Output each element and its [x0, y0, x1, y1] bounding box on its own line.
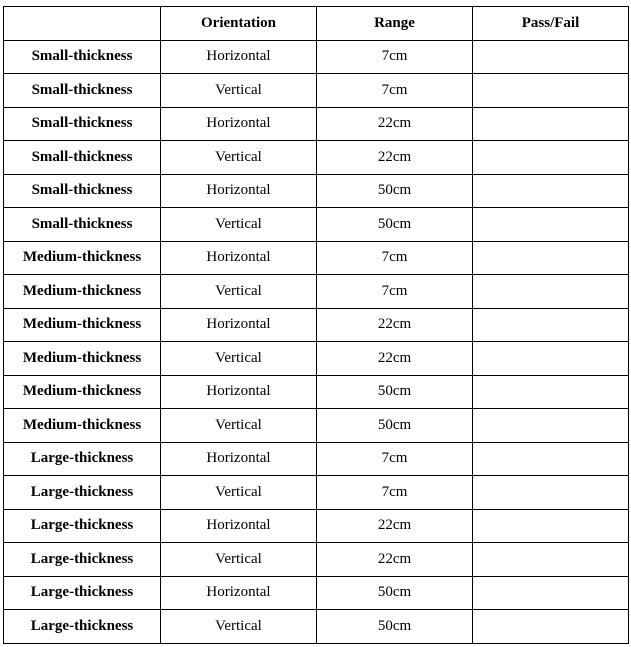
orientation-cell: Vertical: [161, 141, 317, 175]
table-row: [4, 543, 629, 577]
row-label-cell: Large-thickness: [4, 576, 161, 610]
orientation-cell: Horizontal: [161, 442, 317, 476]
range-cell: 50cm: [317, 610, 473, 644]
range-cell: 22cm: [317, 509, 473, 543]
table-row: [4, 509, 629, 543]
row-label-cell: Medium-thickness: [4, 275, 161, 309]
table-row: [4, 208, 629, 242]
pass-fail-cell: [473, 476, 629, 510]
pass-fail-cell: [473, 107, 629, 141]
range-cell: 22cm: [317, 308, 473, 342]
table-row: [4, 476, 629, 510]
orientation-cell: Vertical: [161, 476, 317, 510]
orientation-cell: Horizontal: [161, 107, 317, 141]
range-cell: 7cm: [317, 442, 473, 476]
row-label-cell: Small-thickness: [4, 40, 161, 74]
row-label-cell: Small-thickness: [4, 74, 161, 108]
row-label-cell: Medium-thickness: [4, 342, 161, 376]
table-row: [4, 610, 629, 644]
table-row: [4, 241, 629, 275]
range-cell: 7cm: [317, 40, 473, 74]
row-label-cell: Large-thickness: [4, 476, 161, 510]
pass-fail-cell: [473, 74, 629, 108]
range-cell: 50cm: [317, 208, 473, 242]
table-row: [4, 107, 629, 141]
table-row: [4, 576, 629, 610]
table-row: [4, 375, 629, 409]
orientation-cell: Vertical: [161, 275, 317, 309]
pass-fail-cell: [473, 40, 629, 74]
header-pass-fail: Pass/Fail: [473, 7, 629, 41]
pass-fail-cell: [473, 141, 629, 175]
row-label-cell: Large-thickness: [4, 610, 161, 644]
orientation-cell: Vertical: [161, 409, 317, 443]
pass-fail-cell: [473, 174, 629, 208]
table-header: [4, 7, 629, 41]
table-row: [4, 409, 629, 443]
pass-fail-cell: [473, 543, 629, 577]
orientation-cell: Horizontal: [161, 375, 317, 409]
pass-fail-cell: [473, 610, 629, 644]
orientation-cell: Vertical: [161, 208, 317, 242]
range-cell: 50cm: [317, 576, 473, 610]
range-cell: 7cm: [317, 241, 473, 275]
header-range: Range: [317, 7, 473, 41]
orientation-cell: Vertical: [161, 543, 317, 577]
header-orientation: Orientation: [161, 7, 317, 41]
row-label-cell: Small-thickness: [4, 208, 161, 242]
range-cell: 50cm: [317, 409, 473, 443]
pass-fail-cell: [473, 375, 629, 409]
row-label-cell: Small-thickness: [4, 141, 161, 175]
header-row: [4, 7, 629, 41]
range-cell: 7cm: [317, 74, 473, 108]
table-row: [4, 442, 629, 476]
table-row: [4, 275, 629, 309]
orientation-cell: Vertical: [161, 342, 317, 376]
orientation-cell: Vertical: [161, 610, 317, 644]
range-cell: 7cm: [317, 275, 473, 309]
range-cell: 50cm: [317, 174, 473, 208]
row-label-cell: Large-thickness: [4, 509, 161, 543]
orientation-cell: Horizontal: [161, 40, 317, 74]
pass-fail-cell: [473, 208, 629, 242]
row-label-cell: Large-thickness: [4, 543, 161, 577]
row-label-cell: Large-thickness: [4, 442, 161, 476]
range-cell: 22cm: [317, 141, 473, 175]
row-label-cell: Small-thickness: [4, 107, 161, 141]
table-row: [4, 342, 629, 376]
pass-fail-cell: [473, 509, 629, 543]
pass-fail-cell: [473, 275, 629, 309]
pass-fail-cell: [473, 576, 629, 610]
test-results-table: [3, 6, 629, 644]
table-body: [4, 40, 629, 643]
range-cell: 22cm: [317, 342, 473, 376]
row-label-cell: Medium-thickness: [4, 375, 161, 409]
row-label-cell: Medium-thickness: [4, 241, 161, 275]
header-corner-cell: [4, 7, 161, 41]
pass-fail-cell: [473, 442, 629, 476]
pass-fail-cell: [473, 409, 629, 443]
pass-fail-cell: [473, 241, 629, 275]
orientation-cell: Horizontal: [161, 509, 317, 543]
range-cell: 22cm: [317, 543, 473, 577]
range-cell: 22cm: [317, 107, 473, 141]
table-row: [4, 174, 629, 208]
table-row: [4, 308, 629, 342]
pass-fail-cell: [473, 342, 629, 376]
row-label-cell: Small-thickness: [4, 174, 161, 208]
range-cell: 50cm: [317, 375, 473, 409]
orientation-cell: Vertical: [161, 74, 317, 108]
pass-fail-cell: [473, 308, 629, 342]
row-label-cell: Medium-thickness: [4, 308, 161, 342]
row-label-cell: Medium-thickness: [4, 409, 161, 443]
table-row: [4, 141, 629, 175]
orientation-cell: Horizontal: [161, 576, 317, 610]
orientation-cell: Horizontal: [161, 308, 317, 342]
orientation-cell: Horizontal: [161, 241, 317, 275]
table-row: [4, 40, 629, 74]
table-row: [4, 74, 629, 108]
orientation-cell: Horizontal: [161, 174, 317, 208]
range-cell: 7cm: [317, 476, 473, 510]
